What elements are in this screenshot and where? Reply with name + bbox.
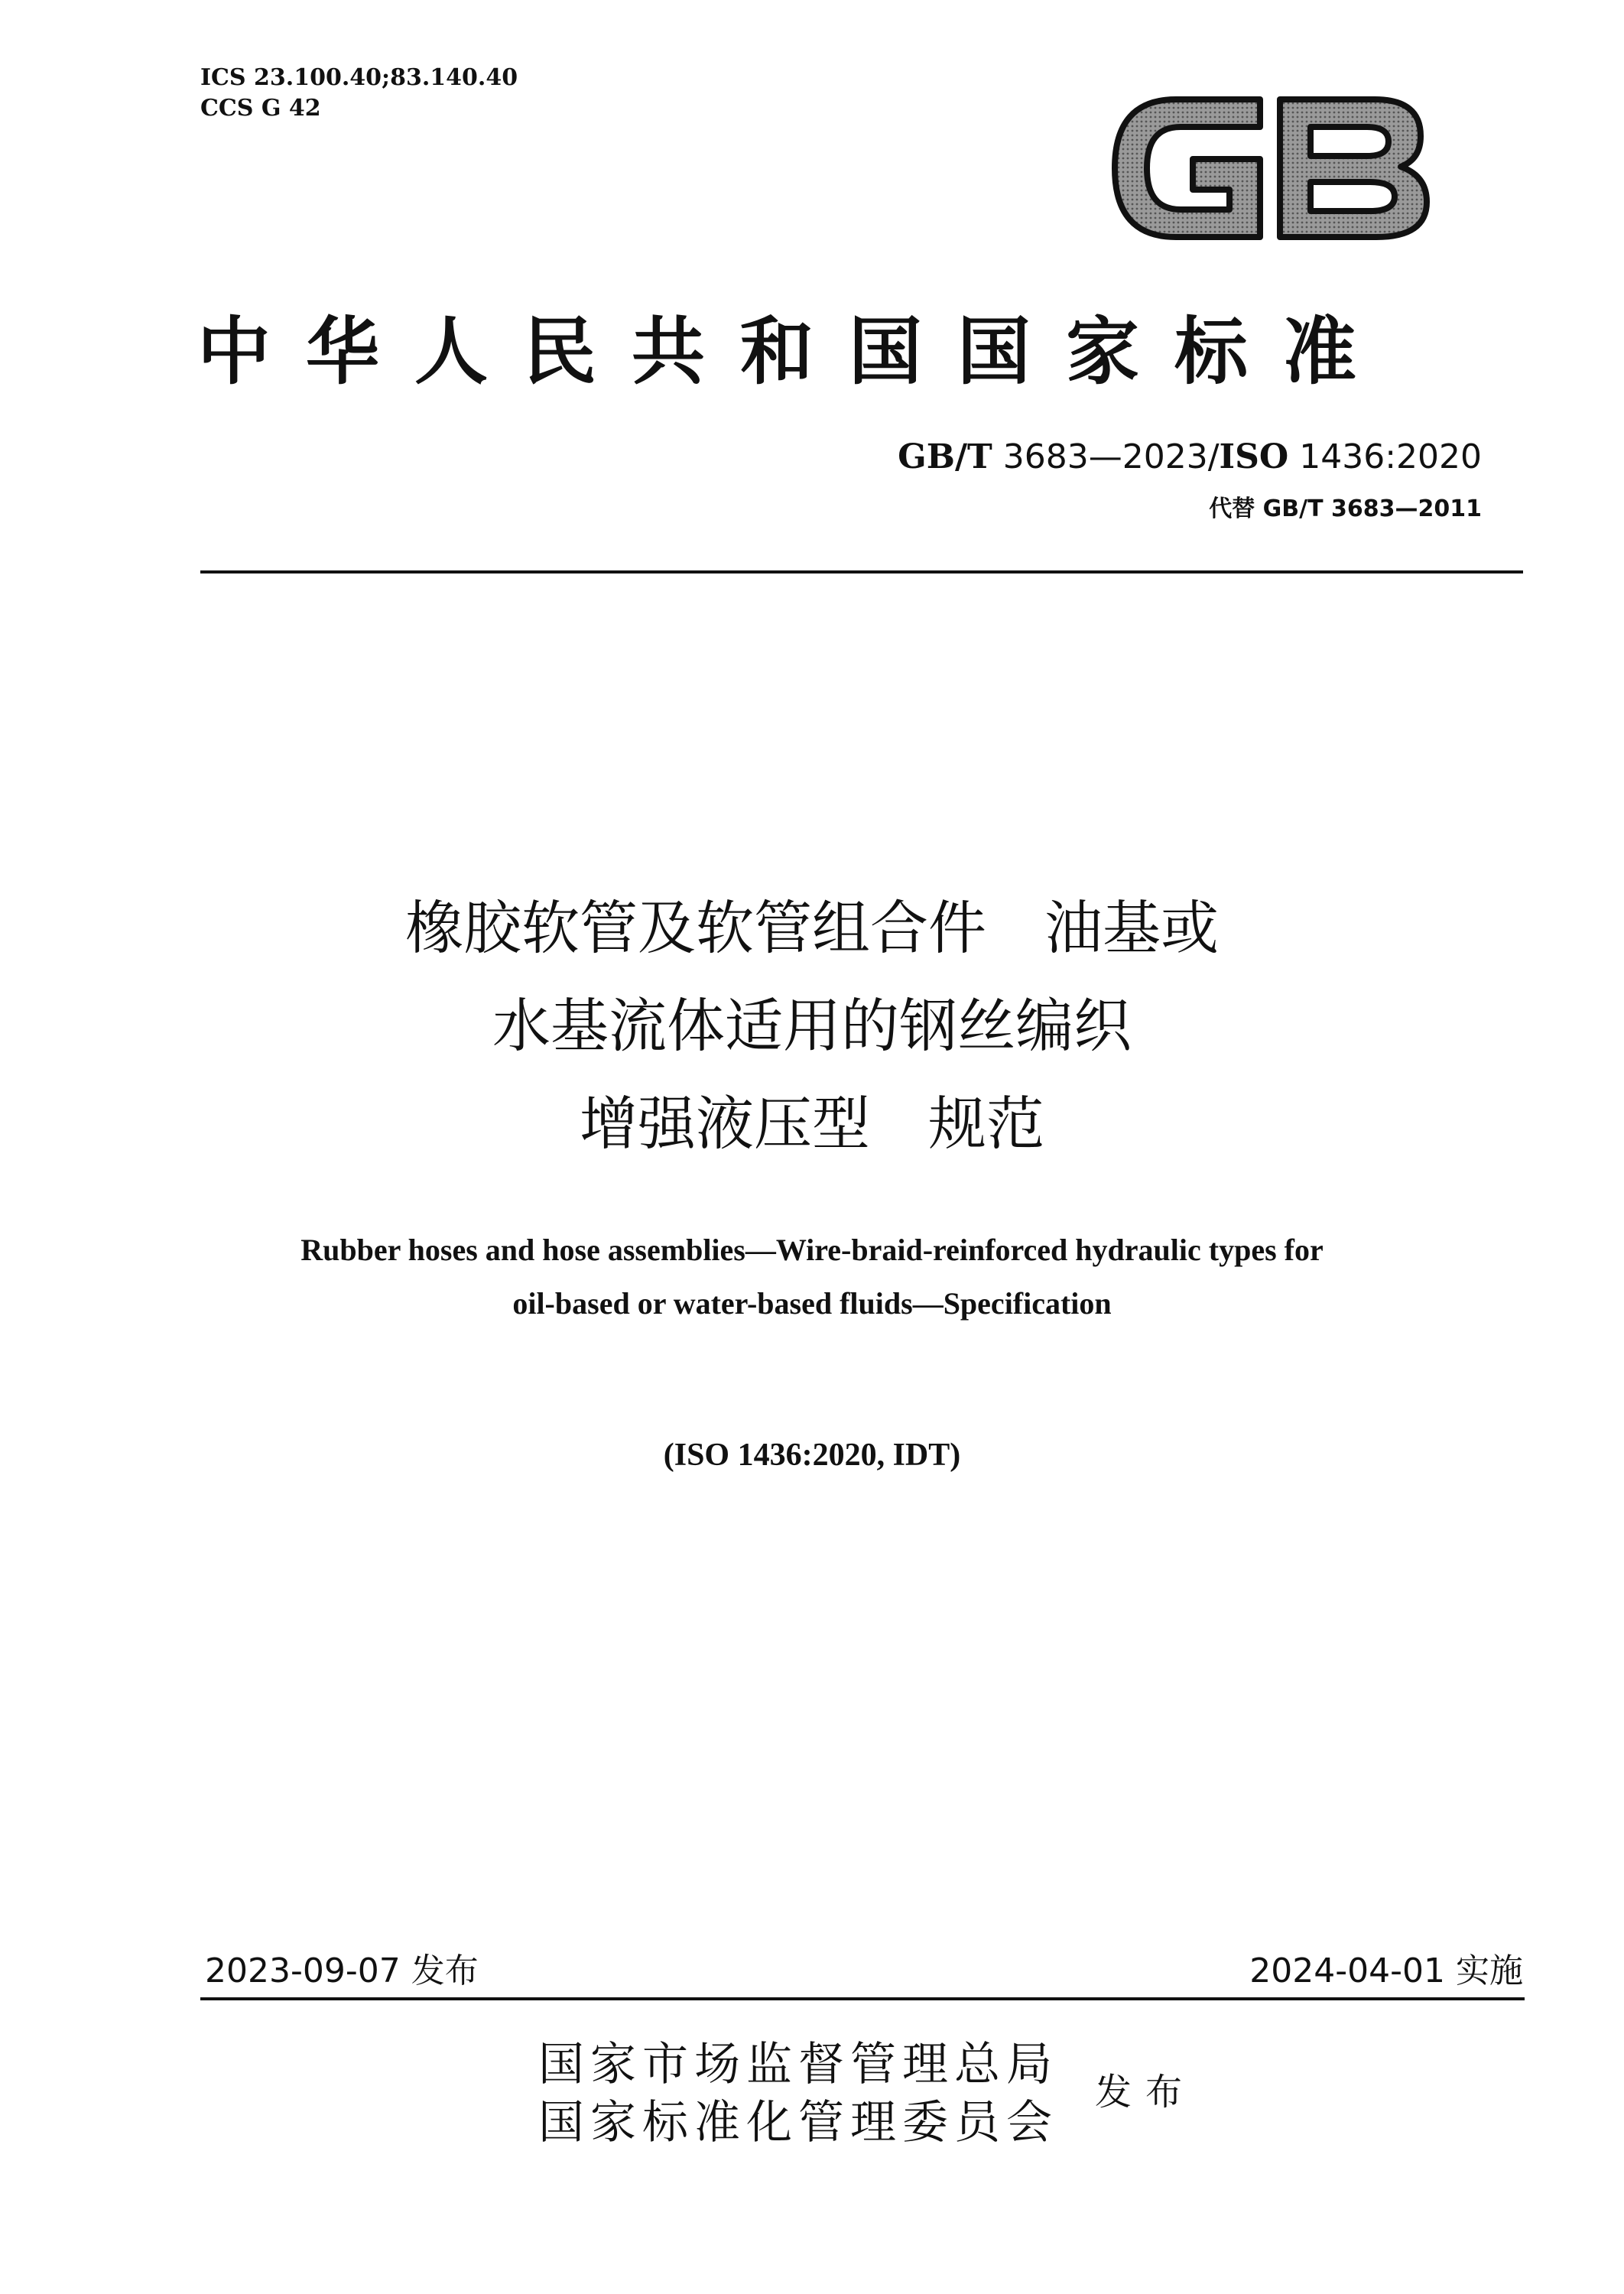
footer-divider [200, 1997, 1525, 2000]
iso-reference: (ISO 1436:2020, IDT) [663, 1438, 961, 1473]
issuer-2: 国家标准化管理委员会 [538, 2096, 1058, 2149]
implementation-date: 2024-04-01 实施 [1249, 1951, 1523, 1990]
issuing-authorities [538, 2036, 1058, 2152]
ccs-code: CCS G 42 [200, 95, 321, 122]
replaces-standard: 代替 GB/T 3683—2011 [1209, 496, 1482, 522]
issue-date: 2023-09-07 发布 [205, 1951, 479, 1990]
english-title [0, 1223, 1624, 1331]
chinese-title-line-1: 橡胶软管及软管组合件 油基或 [405, 894, 1219, 962]
iso-number-body: 1436:2020 [1299, 437, 1482, 476]
english-title-line-1: Rubber hoses and hose assemblies—Wire-braid-reinforced hydraulic types for [300, 1233, 1324, 1267]
gb-logo-icon [1107, 83, 1436, 254]
classification-block [200, 63, 518, 124]
chinese-title-line-3: 增强液压型 规范 [580, 1090, 1044, 1158]
national-standard-heading: 中华人民共和国国家标准 [197, 308, 1392, 395]
iso-prefix: ISO [1219, 437, 1289, 476]
standard-number [898, 436, 1482, 479]
ics-code: ICS 23.100.40;83.140.40 [200, 64, 518, 91]
header-divider [200, 570, 1523, 574]
publish-label: 发布 [1095, 2071, 1197, 2114]
english-title-line-2: oil-based or water-based fluids—Specification [512, 1286, 1112, 1321]
chinese-title [0, 879, 1624, 1173]
standard-prefix: GB/T [898, 437, 992, 476]
chinese-title-line-2: 水基流体适用的钢丝编织 [492, 992, 1132, 1060]
issuer-1: 国家市场监督管理总局 [538, 2038, 1058, 2091]
standard-number-body: 3683—2023/ [1002, 437, 1220, 476]
